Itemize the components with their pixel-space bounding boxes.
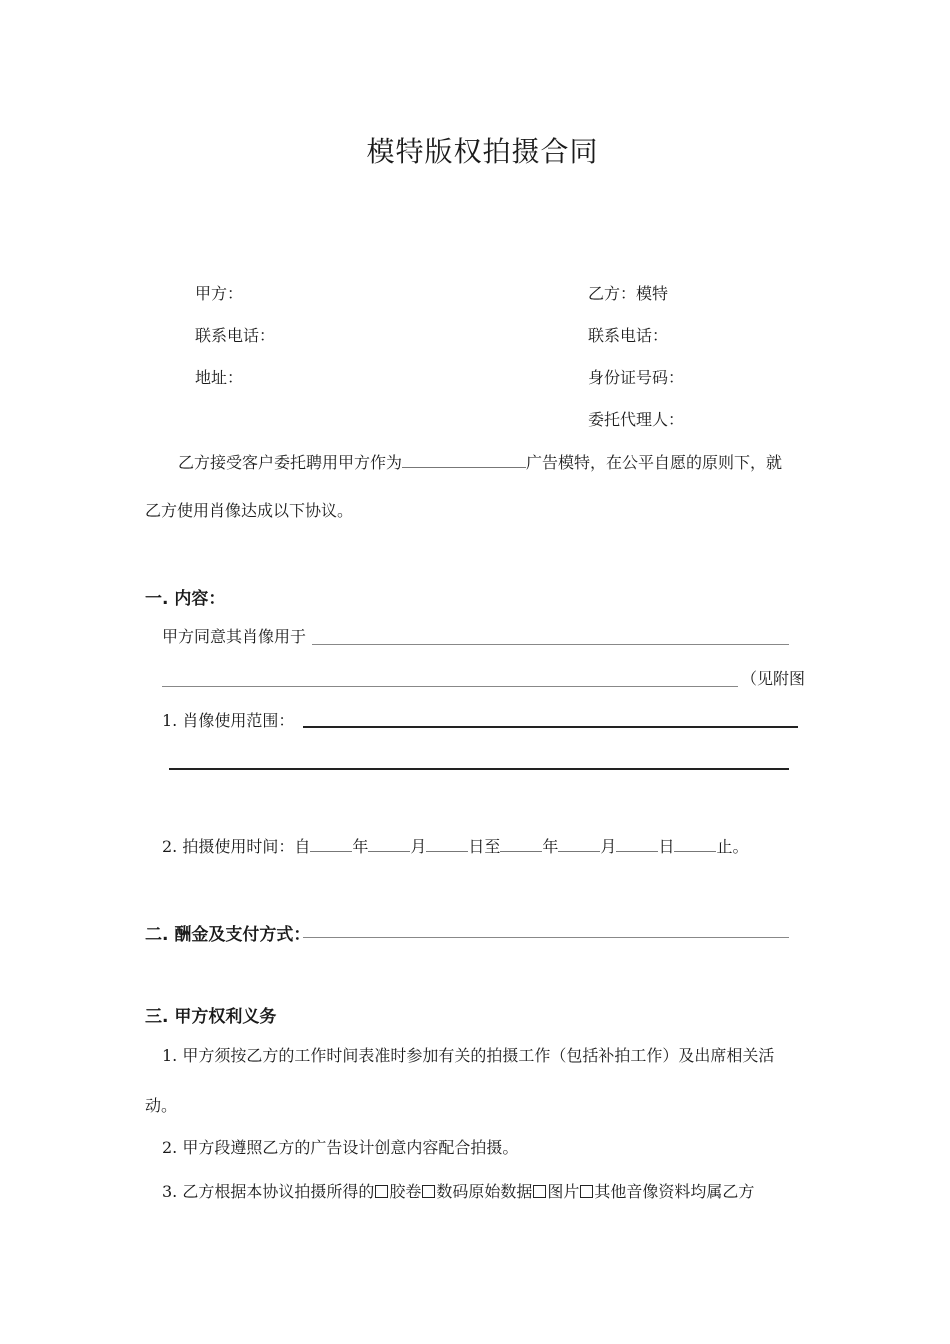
digital-raw-checkbox[interactable] (422, 1185, 435, 1198)
end-day-blank[interactable] (616, 836, 658, 852)
section3-item1-line2: 动。 (145, 1096, 178, 1115)
start-year-blank[interactable] (310, 836, 352, 852)
party-b-phone-label: 联系电话： (588, 326, 669, 345)
end-year-blank[interactable] (500, 836, 542, 852)
end-text: 止。 (716, 837, 749, 856)
month-text-2: 月 (600, 837, 617, 856)
see-attachment-text: （见附图 (741, 669, 806, 688)
party-b-label: 乙方：模特 (588, 284, 669, 303)
film-label: 胶卷 (389, 1182, 422, 1201)
model-role-blank[interactable] (402, 452, 526, 468)
start-month-blank[interactable] (368, 836, 410, 852)
intro-text-2: 广告模特，在公平自愿的原则下，就 (526, 453, 783, 472)
usage-time-prefix: 2. 拍摄使用时间：自 (162, 837, 311, 856)
usage-purpose-blank[interactable] (312, 644, 789, 645)
day-to-text: 日至 (468, 837, 501, 856)
intro-text-1: 乙方接受客户委托聘用甲方作为 (178, 453, 403, 472)
section3-item3-prefix: 3. 乙方根据本协议拍摄所得的 (162, 1182, 375, 1201)
film-checkbox[interactable] (375, 1185, 388, 1198)
section3-item3 (162, 1182, 754, 1202)
day-text: 日 (658, 837, 675, 856)
photo-checkbox[interactable] (533, 1185, 546, 1198)
other-media-label: 其他音像资料均属乙方 (594, 1182, 755, 1201)
end-extra-blank[interactable] (674, 836, 716, 852)
usage-scope-label: 1. 肖像使用范围： (162, 711, 295, 730)
page-title: 模特版权拍摄合同 (366, 135, 599, 168)
section2-heading: 二. 酬金及支付方式： (145, 925, 311, 945)
section3-item2: 2. 甲方段遵照乙方的广告设计创意内容配合拍摄。 (162, 1138, 519, 1157)
year-text-2: 年 (542, 837, 559, 856)
party-a-label: 甲方： (195, 284, 244, 303)
start-day-blank[interactable] (426, 836, 468, 852)
party-a-address-label: 地址： (195, 368, 244, 387)
usage-time-line (162, 836, 748, 857)
year-text: 年 (352, 837, 369, 856)
party-b-id-label: 身份证号码： (588, 368, 685, 387)
party-a-phone-label: 联系电话： (195, 326, 276, 345)
end-month-blank[interactable] (558, 836, 600, 852)
usage-purpose-blank-2[interactable] (162, 686, 738, 687)
usage-purpose-label: 甲方同意其肖像用于 (162, 627, 307, 646)
month-text: 月 (410, 837, 427, 856)
intro-line-2: 乙方使用肖像达成以下协议。 (145, 501, 354, 520)
section1-heading: 一. 内容： (145, 589, 226, 609)
party-b-agent-label: 委托代理人： (588, 410, 685, 429)
usage-scope-blank-2[interactable] (169, 768, 789, 770)
photo-label: 图片 (547, 1182, 580, 1201)
intro-paragraph (178, 452, 782, 473)
section3-heading: 三. 甲方权利义务 (145, 1007, 277, 1027)
digital-raw-label: 数码原始数据 (436, 1182, 533, 1201)
other-media-checkbox[interactable] (580, 1185, 593, 1198)
section3-item1-line1: 1. 甲方须按乙方的工作时间表准时参加有关的拍摄工作（包括补拍工作）及出席相关活 (162, 1046, 775, 1065)
usage-scope-blank[interactable] (303, 726, 798, 728)
payment-blank[interactable] (303, 937, 789, 938)
